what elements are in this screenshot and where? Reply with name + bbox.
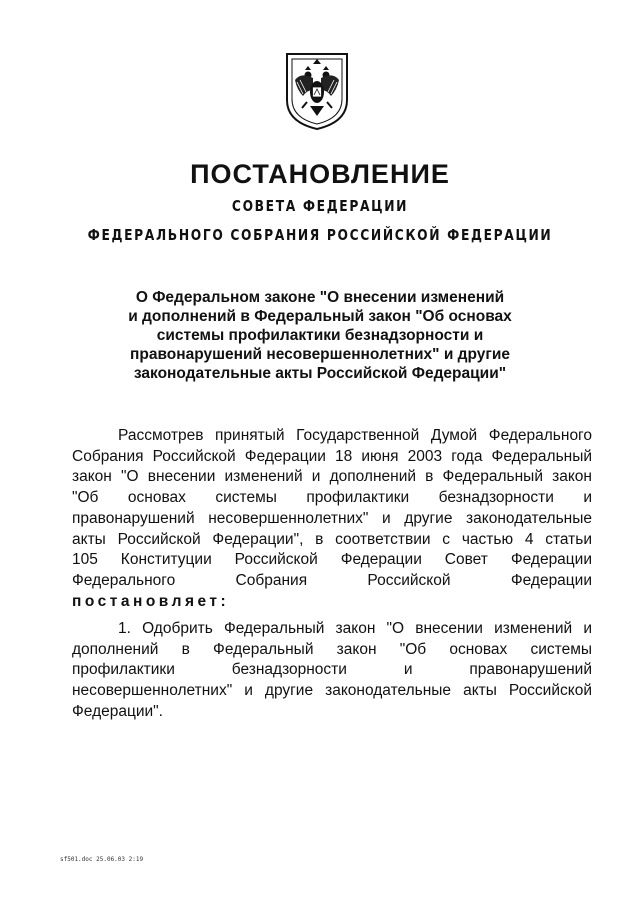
- heading-line: системы профилактики безнадзорности и: [156, 327, 484, 344]
- preamble-paragraph: [72, 426, 592, 612]
- file-footer-note: sf501.doc 25.06.03 2:19: [60, 856, 144, 863]
- body-line: 105 Конституции Российской Федерации Совет Федерации: [72, 551, 592, 569]
- body-line: Собрания Российской Федерации 18 июня 2003 года Федеральный: [72, 447, 592, 465]
- body-line: "Об основах системы профилактики безнадзорности и: [72, 489, 592, 507]
- body-line: акты Российской Федерации", в соответствии с частью 4 статьи: [72, 530, 592, 548]
- issuer-line-2: ФЕДЕРАЛЬНОГО СОБРАНИЯ РОССИЙСКОЙ ФЕДЕРАЦИИ: [87, 226, 553, 244]
- body-line: несовершеннолетних" и другие законодательные акты Российской: [72, 682, 592, 700]
- body-line: 1. Одобрить Федеральный закон "О внесении изменений и: [118, 620, 592, 637]
- body-line: Федерального Собрания Российской Федерации: [72, 571, 592, 589]
- issuer-line-1: СОВЕТА ФЕДЕРАЦИИ: [231, 197, 409, 215]
- coat-of-arms-emblem: [283, 50, 351, 132]
- heading-line: правонарушений несовершеннолетних" и другие: [130, 346, 510, 363]
- heading-line: О Федеральном законе "О внесении изменений: [135, 289, 505, 306]
- body-line: дополнений в Федеральный закон "Об основах системы: [72, 640, 592, 658]
- document-title: ПОСТАНОВЛЕНИЕ: [190, 159, 450, 189]
- body-line: Рассмотрев принятый Государственной Думой Федерального: [118, 427, 592, 444]
- body-line: правонарушений несовершеннолетних" и другие законодательные: [72, 509, 592, 527]
- body-line: профилактики безнадзорности и правонарушений: [72, 661, 592, 679]
- resolution-heading: [100, 288, 540, 383]
- clause-1-paragraph: [72, 619, 592, 723]
- heading-line: законодательные акты Российской Федерации": [133, 365, 507, 382]
- decree-word: постановляет:: [72, 592, 230, 610]
- heading-line: и дополнений в Федеральный закон "Об основах: [128, 308, 512, 325]
- body-line: закон "О внесении изменений и дополнений в Федеральный закон: [72, 468, 592, 486]
- body-line: Федерации".: [72, 702, 163, 720]
